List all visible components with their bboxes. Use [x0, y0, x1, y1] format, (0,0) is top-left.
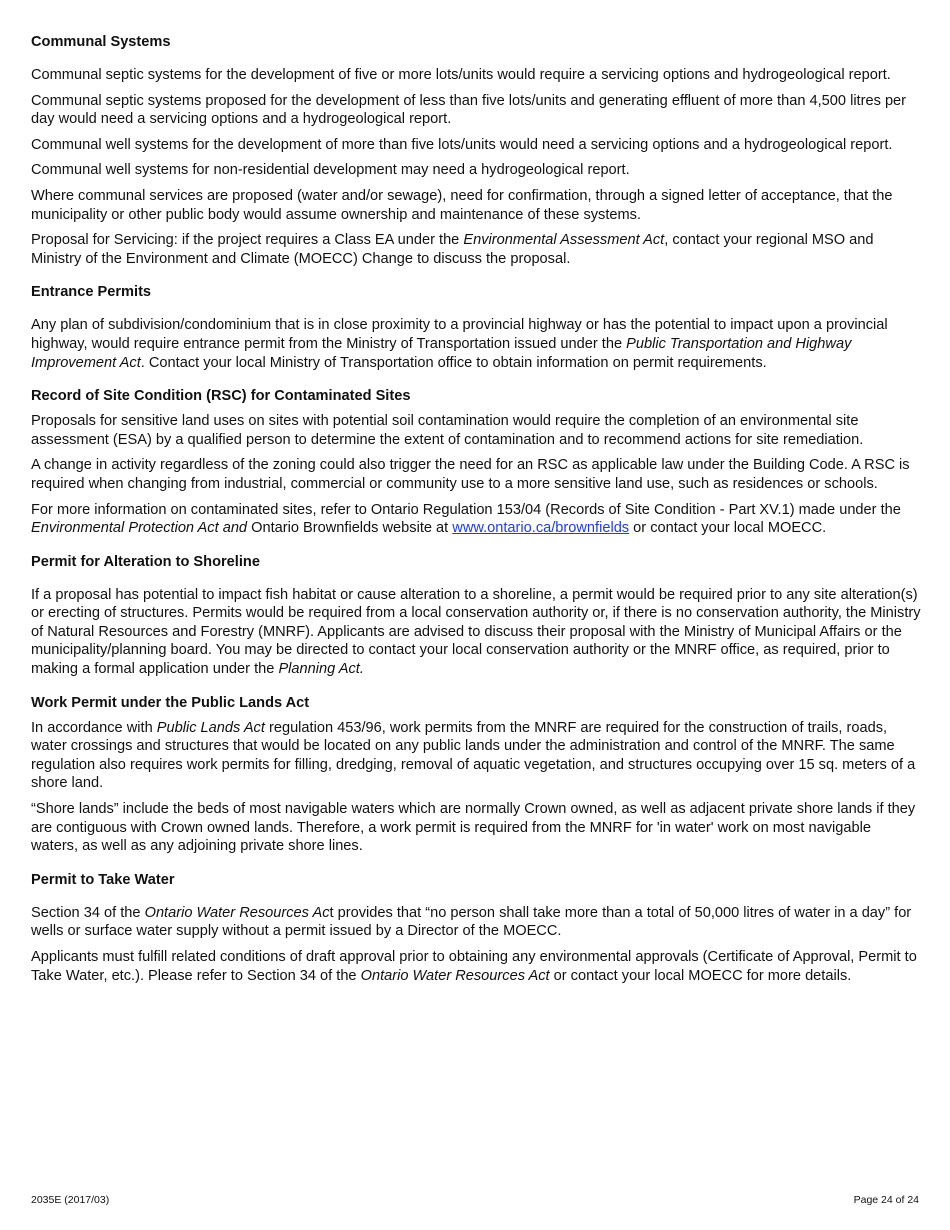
paragraph [31, 501, 921, 538]
paragraph: Communal well systems for the development of more than five lots/units would need a servicing options and a hydrogeological report. [31, 136, 893, 153]
paragraph: Communal septic systems proposed for the development of less than five lots/units and generating effluent of more than 4,500 litres per day would need a servicing options and a hydrogeological report. [31, 92, 907, 128]
paragraph [31, 904, 921, 941]
paragraph: Communal well systems for non-residential development may need a hydrogeological report. [31, 162, 630, 179]
text-run: Ontario Brownfields website at [247, 520, 453, 537]
text-run: Any plan of subdivision/condominium that is in close proximity to a provincial highway or has the potential to impact upon a provincial highway, would require entrance permit from the Ministry of Transportation issued under the [31, 317, 888, 352]
text-run: or contact your local MOECC for more details. [549, 967, 852, 984]
text-run: Proposal for Servicing: if the project requires a Class EA under the [31, 232, 464, 249]
paragraph [31, 586, 921, 679]
act-name: Public Transportation and Highway Improvement Act [31, 335, 852, 371]
heading-take-water: Permit to Take Water [31, 871, 175, 888]
text-run: Section 34 of the [31, 904, 145, 921]
text-run: regulation 453/96, work permits from the MNRF are required for the construction of trails, roads, water crossings and structures that would be located on any public lands under the administration and control of the MNRF. The same regulation also requires work permits for filling, dredging, removal of aquatic vegetation, and structures occupying over 15 sq. meters of a shore land. [31, 719, 916, 792]
text-run: If a proposal has potential to impact fish habitat or cause alteration to a shoreline, a permit would be required prior to any site alteration(s) or erecting of structures. Permits would be required from a local conservation authority or, if there is no conservation authority, the Ministry of Natural Resources and Forestry (MNRF). Applicants are advised to discuss their proposal with the Ministry of Municipal Affairs or the municipality/planning board. You may be directed to contact your local conservation authority or the MNRF office, as required, prior to making a formal application under the [31, 586, 921, 678]
text-run: , contact your regional MSO and Ministry of the Environment and Climate (MOECC) Change to discuss the proposal. [31, 232, 874, 267]
act-name: Planning Act. [278, 661, 364, 678]
heading-communal-systems: Communal Systems [31, 34, 171, 50]
text-run: For more information on contaminated sites, refer to Ontario Regulation 153/04 (Records of Site Condition - Part XV.1) made under the [31, 501, 901, 518]
act-name: Environmental Protection Act and [31, 520, 248, 537]
text-run: or contact your local MOECC. [629, 520, 827, 537]
paragraph [31, 948, 921, 985]
heading-public-lands: Work Permit under the Public Lands Act [31, 694, 310, 711]
text-run: In accordance with [31, 719, 157, 736]
heading-entrance-permits: Entrance Permits [31, 284, 152, 301]
text-run: . Contact your local Ministry of Transportation office to obtain information on permit requirements. [140, 354, 767, 371]
brownfields-link[interactable]: www.ontario.ca/brownfields [452, 520, 630, 537]
act-name: Public Lands Act [156, 719, 265, 736]
paragraph: “Shore lands” include the beds of most navigable waters which are normally Crown owned, as well as adjacent private shore lands if they are contiguous with Crown owned lands. Therefore, a work permit is required from the MNRF for 'in water' work on most navigable waters, as well as any adjoining private shore lines. [31, 801, 916, 855]
section-permit-to-take-water [31, 871, 921, 985]
page-number: Page 24 of 24 [853, 1194, 919, 1206]
text-run: Applicants must fulfill related conditions of draft approval prior to obtaining any environmental approvals (Certificate of Approval, Permit to Take Water, etc.). Please refer to Section 34 of the [31, 949, 917, 984]
text-run: t provides that “no person shall take more than a total of 50,000 litres of water in a day” for wells or surface water supply without a permit issued by a Director of the MOECC. [31, 904, 912, 940]
paragraph [31, 719, 921, 793]
act-name: Ontario Water Resources Act [360, 967, 550, 984]
heading-shoreline: Permit for Alteration to Shoreline [31, 553, 260, 570]
paragraph: Proposals for sensitive land uses on sites with potential soil contamination would require the completion of an environmental site assessment (ESA) by a qualified person to determine the extent of contamination and to recommend actions for site remediation. [31, 413, 864, 448]
section-communal-systems [31, 33, 921, 268]
paragraph: Communal septic systems for the development of five or more lots/units would require a servicing options and hydrogeological report. [31, 67, 891, 83]
paragraph: Where communal services are proposed (water and/or sewage), need for confirmation, through a signed letter of acceptance, that the municipality or other public body would assume ownership and maintenance of these systems. [31, 187, 893, 223]
section-entrance-permits [31, 283, 921, 372]
act-name: Ontario Water Resources Ac [144, 904, 330, 921]
section-record-of-site-condition [31, 387, 921, 538]
document-body [31, 33, 921, 992]
heading-rsc: Record of Site Condition (RSC) for Contaminated Sites [31, 388, 411, 405]
section-public-lands-permit [31, 694, 921, 856]
section-shoreline-permit [31, 553, 921, 679]
act-name: Environmental Assessment Act [463, 232, 665, 249]
paragraph [31, 231, 921, 268]
paragraph: A change in activity regardless of the zoning could also trigger the need for an RSC as applicable law under the Building Code. A RSC is required when changing from industrial, commercial or community use to a more sensitive land use, such as residences or schools. [31, 457, 910, 492]
form-code: 2035E (2017/03) [31, 1194, 110, 1206]
paragraph [31, 316, 921, 372]
